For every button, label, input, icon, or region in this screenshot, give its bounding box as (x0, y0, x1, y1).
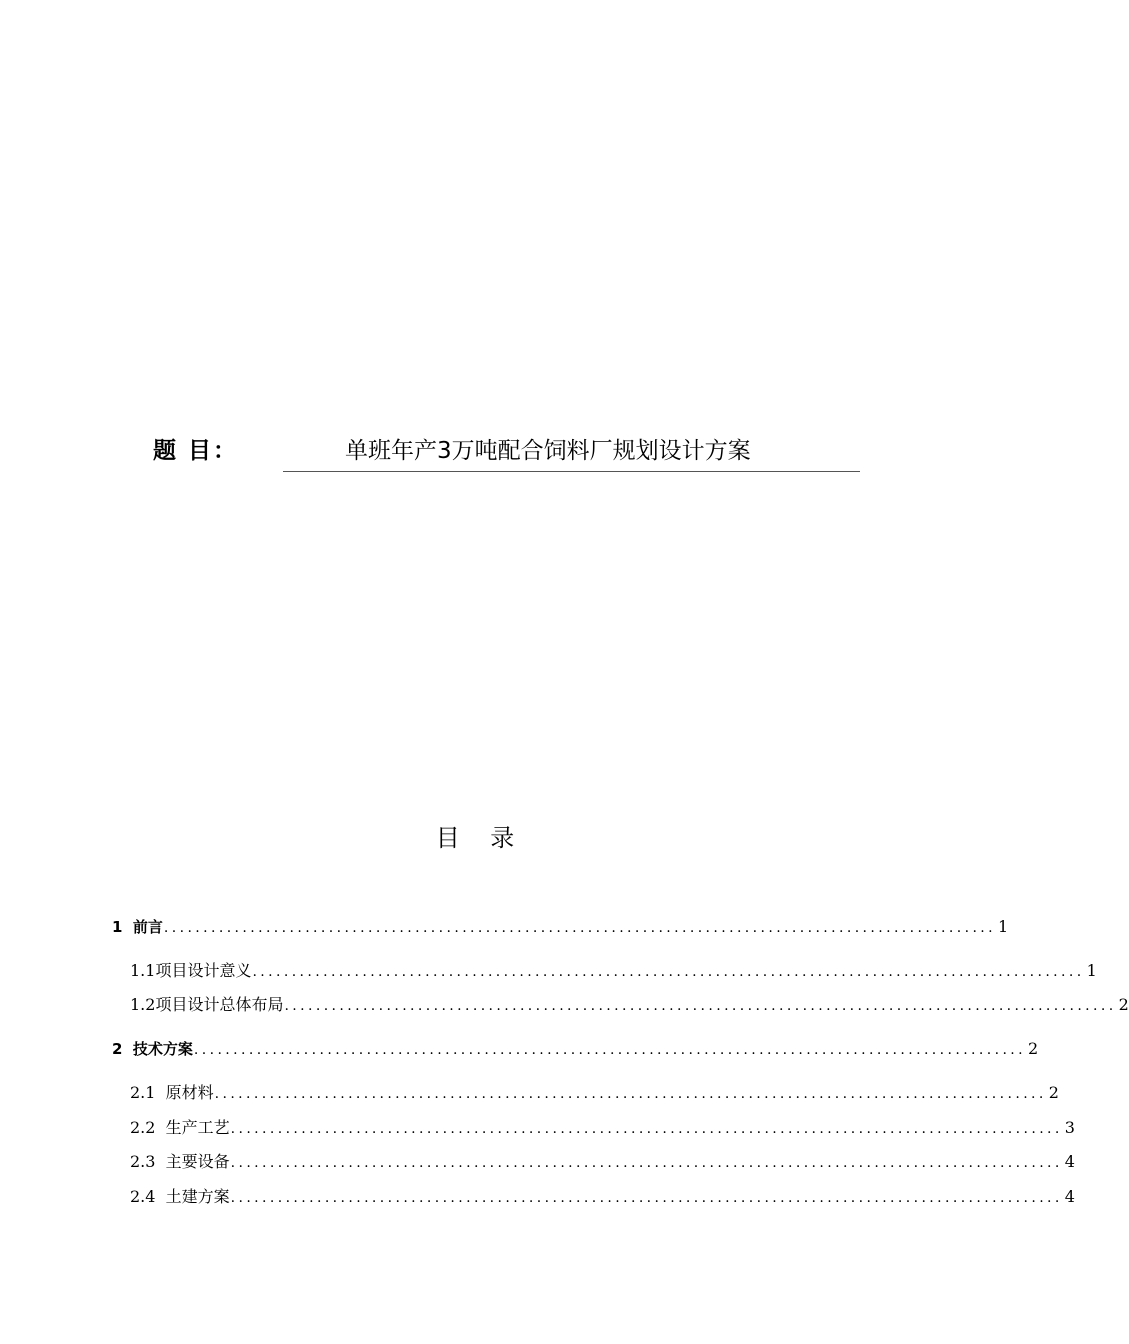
toc-entry-page: 4 (1064, 1187, 1075, 1206)
toc-entry-label: 2.1 原材料 (130, 1083, 214, 1102)
toc-leader: .......................................................................................................... (252, 964, 1085, 980)
toc-entry[interactable] (112, 1038, 1039, 1060)
toc-leader: .......................................................................................................... (163, 920, 997, 936)
toc-entry-label: 2.4 土建方案 (130, 1187, 230, 1206)
toc-entry-page: 4 (1064, 1152, 1075, 1171)
toc-entry[interactable] (130, 1117, 1075, 1139)
toc-entry[interactable] (130, 1186, 1075, 1208)
title-label: 题 目： (153, 438, 239, 464)
toc-entry-page: 2 (1028, 1039, 1039, 1058)
toc-entry-label: 1.2项目设计总体布局 (130, 995, 284, 1014)
toc-entry[interactable] (112, 916, 1009, 938)
toc-entry[interactable] (130, 1151, 1075, 1173)
toc-entry[interactable] (130, 1082, 1059, 1104)
document-title: 单班年产3万吨配合饲料厂规划设计方案 (345, 438, 751, 464)
toc-entry-page: 1 (998, 917, 1009, 936)
toc-entry-label: 1 前言 (112, 918, 163, 936)
toc-leader: .......................................................................................................... (284, 998, 1117, 1014)
toc-entry-page: 1 (1086, 961, 1097, 980)
toc-leader: .......................................................................................................... (193, 1042, 1027, 1058)
toc-entry-label: 2 技术方案 (112, 1040, 193, 1058)
toc-entry-label: 1.1项目设计意义 (130, 961, 252, 980)
toc-leader: .......................................................................................................... (214, 1086, 1047, 1102)
toc-entry-page: 3 (1064, 1118, 1075, 1137)
toc-heading: 目 录 (435, 824, 515, 852)
toc-entry-label: 2.2 生产工艺 (130, 1118, 230, 1137)
toc-entry-page: 2 (1048, 1083, 1059, 1102)
title-underline (283, 471, 860, 472)
toc-leader: .......................................................................................................... (230, 1190, 1063, 1206)
toc-entry-page: 2 (1118, 995, 1129, 1014)
toc-entry[interactable] (130, 994, 1129, 1016)
toc-leader: .......................................................................................................... (230, 1121, 1063, 1137)
toc-entry[interactable] (130, 960, 1097, 982)
toc-leader: .......................................................................................................... (230, 1155, 1063, 1171)
toc-entry-label: 2.3 主要设备 (130, 1152, 230, 1171)
